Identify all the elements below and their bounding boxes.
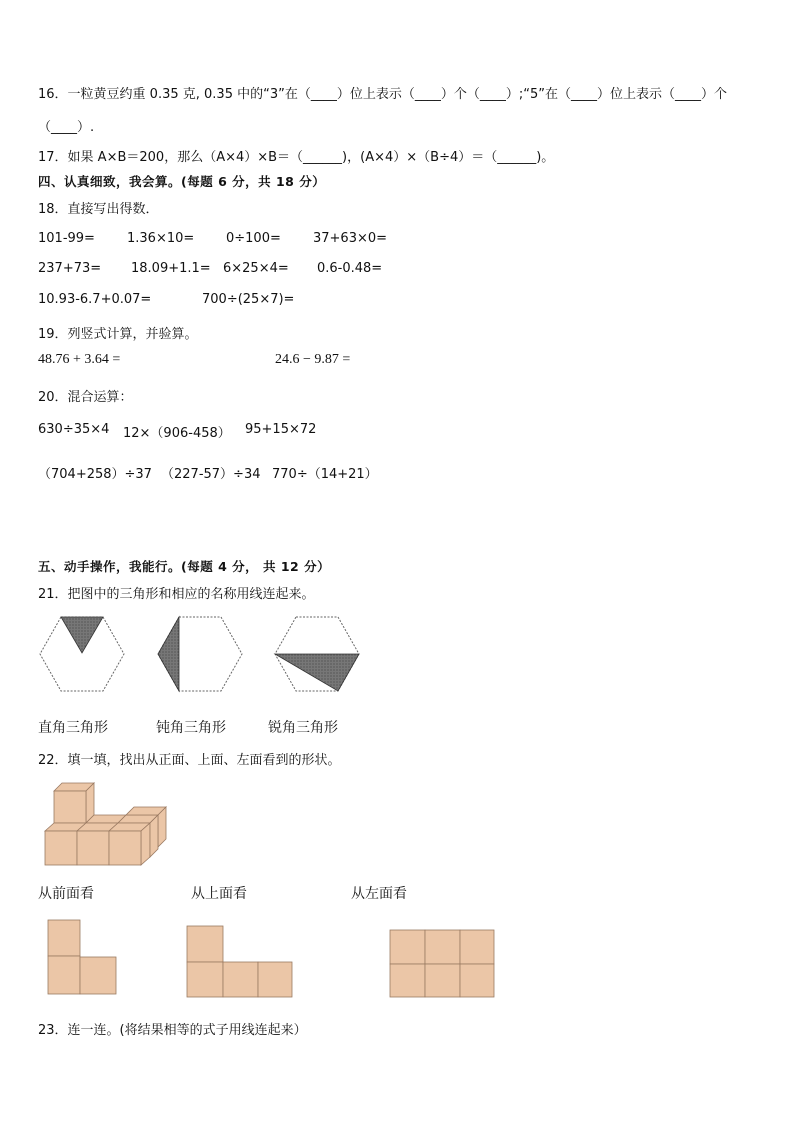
q21-title: 21．把图中的三角形和相应的名称用线连起来。 [38,587,315,602]
acute-triangle-shape [275,654,359,691]
right-triangle-shape [61,617,103,653]
q18-item: 0÷100= [226,231,281,246]
q22-label-left: 从左面看 [351,886,407,902]
left-view-square [460,964,494,997]
q19-title: 19．列竖式计算，并验算。 [38,327,198,342]
q22-label-front: 从前面看 [38,886,94,902]
q16-line2: （____）. [38,120,95,135]
q18-item: 37+63×0= [313,231,388,246]
left-view-square [425,930,460,964]
q20-title: 20．混合运算： [38,390,133,405]
top-view-square [187,962,223,997]
q20-item: 95+15×72 [245,422,317,437]
section-5-heading: 五、动手操作，我能行。(每题 4 分， 共 12 分） [38,559,331,574]
q21-label: 锐角三角形 [268,720,338,736]
left-view-square [390,964,425,997]
obtuse-triangle-shape [158,617,179,691]
q20-item: （227-57）÷34 [161,467,261,482]
front-view-square [80,957,116,994]
q21-label: 钝角三角形 [156,720,226,736]
q18-item: 18.09+1.1= [131,261,211,276]
section-4-heading: 四、认真细致，我会算。(每题 6 分，共 18 分） [38,174,326,189]
q23-title: 23．连一连。(将结果相等的式子用线连起来） [38,1023,307,1038]
q18-item: 0.6-0.48= [317,261,383,276]
q22-cube-stack [40,775,180,875]
q18-item: 10.93-6.7+0.07= [38,292,152,307]
q19-item: 48.76 + 3.64 = [38,352,121,367]
q21-label: 直角三角形 [38,720,108,736]
q20-item: （704+258）÷37 [38,467,152,482]
top-view-square [223,962,258,997]
q18-item: 700÷(25×7)= [202,292,295,307]
q18-item: 1.36×10= [127,231,195,246]
q18-item: 101-99= [38,231,95,246]
q22-label-top: 从上面看 [191,886,247,902]
q17-text: 17．如果 A×B＝200，那么（A×4）×B＝（______)，(A×4）×（B÷4）＝（______)。 [38,150,555,165]
q21-hexagon-figures [0,615,794,705]
left-view-square [425,964,460,997]
q22-title: 22．填一填，找出从正面、上面、左面看到的形状。 [38,753,341,768]
front-view-square [48,920,80,956]
left-view-square [390,930,425,964]
front-view-square [48,956,80,994]
q20-item: 770÷（14+21） [272,467,378,482]
q22-view-shapes [0,918,794,998]
q19-item: 24.6 − 9.87 = [275,352,351,367]
left-view-square [460,930,494,964]
q18-item: 237+73= [38,261,102,276]
q16-line1: 16．一粒黄豆约重 0.35 克, 0.35 中的“3”在（____）位上表示（____）个（____）;“5”在（____）位上表示（____）个 [38,87,727,102]
top-view-square [258,962,292,997]
q18-item: 6×25×4= [223,261,289,276]
q18-title: 18．直接写出得数． [38,202,159,217]
q20-item: 12×（906-458） [123,426,231,441]
q20-item: 630÷35×4 [38,422,110,437]
top-view-square [187,926,223,962]
